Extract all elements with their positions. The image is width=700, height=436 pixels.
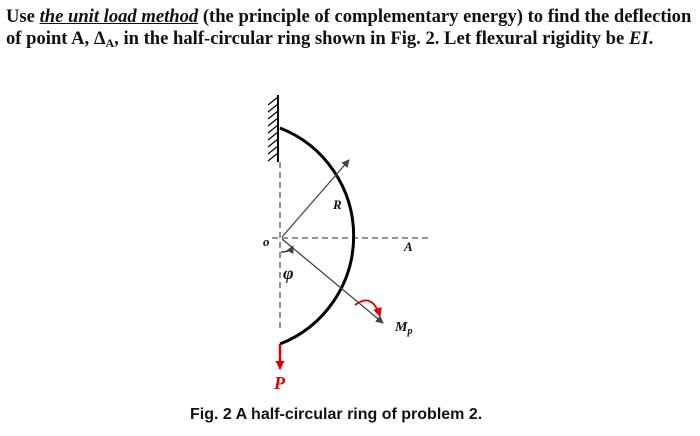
problem-end: . bbox=[648, 28, 654, 49]
fixed-support bbox=[268, 95, 278, 162]
label-phi: φ bbox=[283, 263, 294, 283]
section-line bbox=[282, 239, 383, 323]
problem-text-continued: , in the half-circular ring shown in Fig. 2. Let flexural rigidity be bbox=[114, 28, 629, 49]
label-moment-main: M bbox=[395, 320, 408, 335]
delta-subscript: A bbox=[105, 36, 115, 50]
problem-lead: Use bbox=[6, 6, 40, 27]
moment-arrow bbox=[355, 300, 380, 316]
label-moment-mp bbox=[394, 320, 412, 337]
half-circular-ring bbox=[280, 128, 354, 344]
method-emphasis: the unit load method bbox=[39, 6, 199, 27]
label-origin: o bbox=[263, 234, 270, 249]
label-radius: R bbox=[333, 197, 342, 212]
problem-text: (the principle of complementary energy) to find the deflection of point A, Δ bbox=[6, 6, 692, 49]
label-moment-subscript: p bbox=[407, 326, 413, 337]
label-load-p: P bbox=[274, 373, 285, 393]
figure-caption: Fig. 2 A half-circular ring of problem 2. bbox=[190, 406, 483, 423]
flexural-rigidity-symbol: EI bbox=[628, 28, 649, 49]
label-point-a: A bbox=[404, 239, 413, 254]
